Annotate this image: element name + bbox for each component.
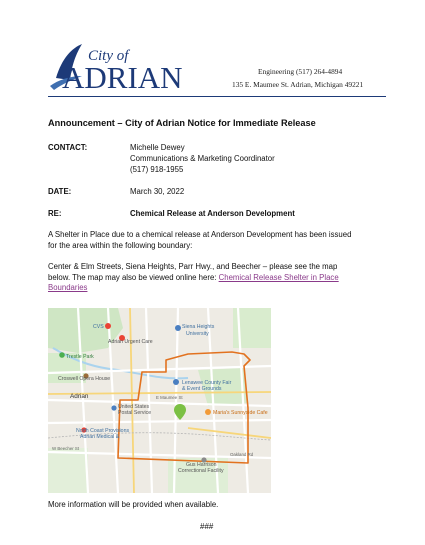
map-label-marias: Maria's Sunnyside Cafe: [213, 410, 268, 416]
contact-label: CONTACT:: [48, 143, 88, 152]
map-label-gus-1: Gus Harrison: [186, 462, 217, 468]
re-value: Chemical Release at Anderson Development: [130, 209, 295, 218]
paragraph-boundary: Center & Elm Streets, Siena Heights, Parr Hwy., and Beecher – please see the map below. The map may also be viewed online here: Chemical Release Shelter in Place Boundaries: [48, 262, 339, 292]
paragraph-shelter-notice: A Shelter in Place due to a chemical release at Anderson Development has been issued for the area within the following boundary:: [48, 230, 352, 250]
map-label-siena-1: Siena Heights: [182, 324, 215, 330]
logo-city-of: City of: [88, 48, 129, 64]
map-label-siena-2: University: [186, 331, 209, 337]
map-label-oakland: Oakland Rd: [230, 452, 254, 457]
map-label-postal-1: United States: [118, 404, 150, 410]
date-label: DATE:: [48, 187, 72, 196]
map-label-postal-2: Postal Service: [118, 410, 152, 416]
end-mark: ###: [200, 522, 214, 531]
map-label-adrian: Adrian: [70, 393, 89, 400]
shelter-map-link-cont[interactable]: Boundaries: [48, 283, 88, 292]
city-logo: [48, 40, 188, 92]
city-address: 135 E. Maumee St. Adrian, Michigan 49221: [232, 80, 364, 89]
map-label-north-coast-1: North Coast Provisions: [76, 428, 130, 434]
more-info-text: More information will be provided when available.: [48, 500, 219, 509]
announcement-title: Announcement – City of Adrian Notice for Immediate Release: [48, 118, 316, 128]
map-label-trestle-park: Trestle Park: [66, 354, 94, 360]
map-label-gus-2: Correctional Facility: [178, 468, 224, 474]
logo-adrian: ADRIAN: [62, 60, 183, 92]
shelter-map-link[interactable]: Chemical Release Shelter in Place: [218, 272, 339, 282]
map-label-cvs: CVS: [93, 324, 104, 330]
map-label-beecher: W Beecher St: [52, 446, 80, 451]
map-label-urgent-care: Adrian Urgent Care: [108, 339, 153, 345]
engineering-phone: Engineering (517) 264-4894: [258, 67, 343, 76]
re-label: RE:: [48, 209, 62, 218]
map-label-north-coast-2: Adrian Medical &: [80, 434, 120, 440]
contact-title: Communications & Marketing Coordinator: [130, 154, 275, 163]
boundary-map[interactable]: [48, 308, 271, 493]
map-label-lenawee-2: & Event Grounds: [182, 386, 222, 392]
map-label-opera-house: Croswell Opera House: [58, 376, 111, 382]
map-label-lenawee-1: Lenawee County Fair: [182, 380, 232, 386]
map-label-maumee: E Maumee St: [156, 395, 183, 400]
date-value: March 30, 2022: [130, 187, 185, 196]
contact-phone: (517) 918-1955: [130, 165, 184, 174]
contact-name: Michelle Dewey: [130, 143, 185, 152]
letterhead-divider: [48, 96, 386, 97]
